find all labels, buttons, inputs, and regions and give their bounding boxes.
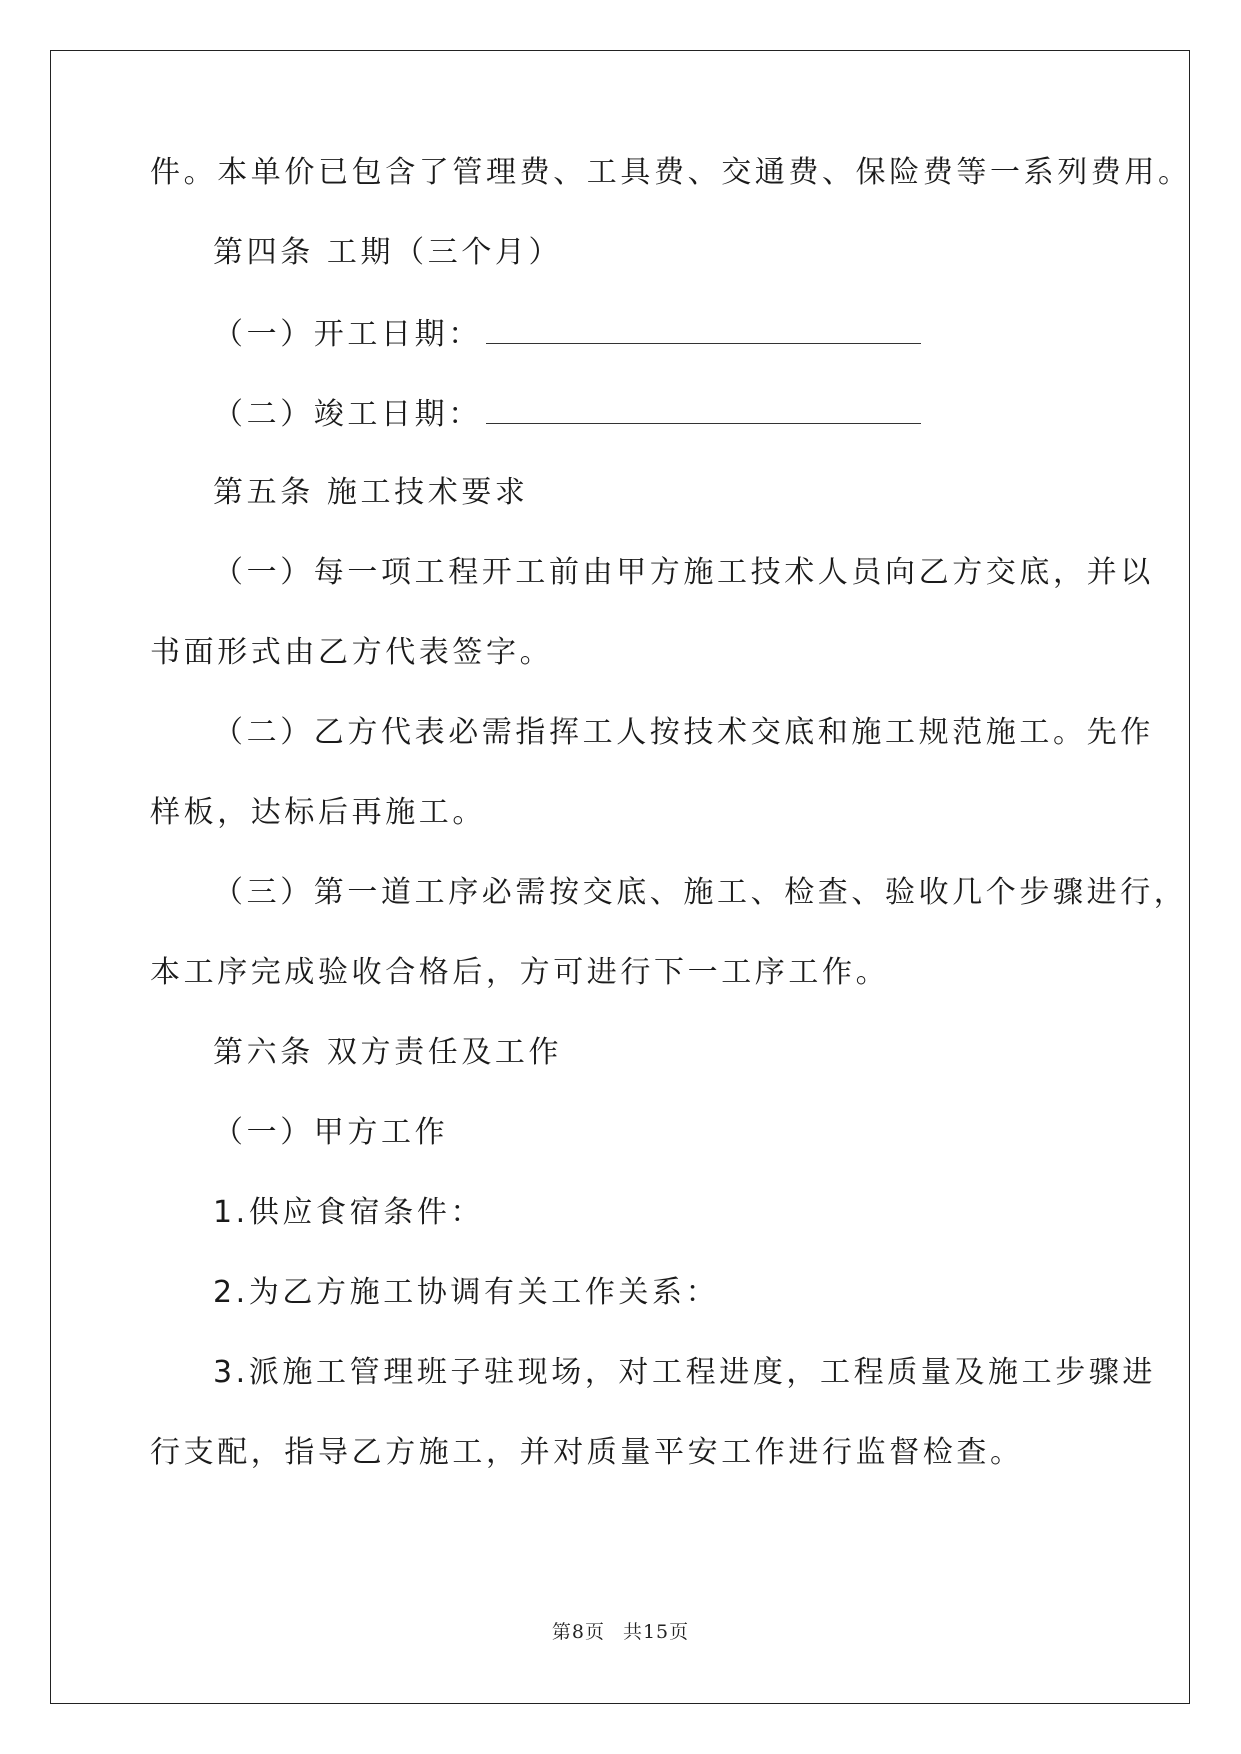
start-date-label: （一）开工日期：: [213, 317, 482, 352]
start-date-line: [213, 313, 921, 355]
text-line: [213, 713, 1154, 753]
start-date-blank: [486, 313, 921, 344]
text-line: [150, 793, 486, 833]
text-line-content: 2.为乙方施工协调有关工作关系：: [213, 1275, 720, 1310]
text-line-content: 件。本单价已包含了管理费、工具费、交通费、保险费等一系列费用。: [150, 155, 1192, 190]
section-heading: [213, 1033, 562, 1073]
text-line-content: 书面形式由乙方代表签字。: [150, 635, 554, 670]
section-heading: [213, 233, 562, 273]
list-item: [213, 1273, 719, 1313]
text-line-content: 第五条 施工技术要求: [213, 475, 529, 510]
text-line: [150, 633, 553, 673]
text-line-content: 3.派施工管理班子驻现场，对工程进度，工程质量及施工步骤进: [213, 1355, 1157, 1390]
list-item: [213, 1193, 484, 1233]
text-line-content: 第四条 工期（三个月）: [213, 235, 563, 270]
text-line: [150, 153, 1192, 193]
text-line-content: 样板，达标后再施工。: [150, 795, 486, 830]
text-line-content: （一）甲方工作: [213, 1115, 449, 1150]
text-line-content: （一）每一项工程开工前由甲方施工技术人员向乙方交底，并以: [213, 555, 1154, 590]
list-item: [213, 1353, 1156, 1393]
text-line: [213, 873, 1187, 913]
text-line-content: 行支配，指导乙方施工，并对质量平安工作进行监督检查。: [150, 1435, 1024, 1470]
completion-date-label: （二）竣工日期：: [213, 397, 482, 432]
text-line: [213, 1113, 448, 1153]
section-heading: [213, 473, 529, 513]
text-line-content: 1.供应食宿条件：: [213, 1195, 485, 1230]
text-line: [213, 553, 1154, 593]
text-line-content: 第六条 双方责任及工作: [213, 1035, 563, 1070]
text-line-content: 本工序完成验收合格后，方可进行下一工序工作。: [150, 955, 890, 990]
page-footer: [0, 1617, 1241, 1644]
text-line: [150, 953, 889, 993]
text-line-content: （二）乙方代表必需指挥工人按技术交底和施工规范施工。先作: [213, 715, 1154, 750]
text-line: [150, 1433, 1024, 1473]
completion-date-blank: [486, 393, 921, 424]
text-line-content: （三）第一道工序必需按交底、施工、检查、验收几个步骤进行，: [213, 875, 1188, 910]
completion-date-line: [213, 393, 921, 435]
total-pages: 共15页: [622, 1621, 690, 1643]
page-number: 第8页: [551, 1621, 605, 1643]
